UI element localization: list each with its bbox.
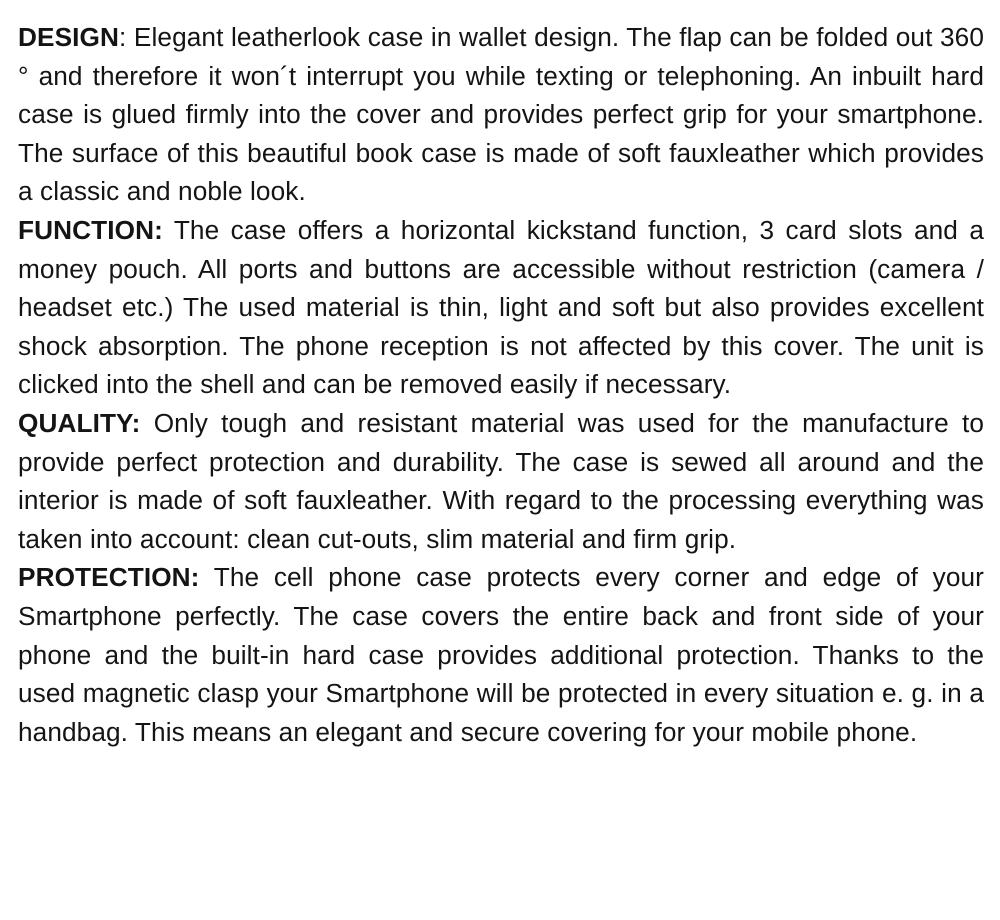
section-label: DESIGN bbox=[18, 22, 120, 52]
section-function bbox=[18, 211, 984, 404]
label-separator bbox=[200, 562, 214, 592]
section-label: PROTECTION: bbox=[18, 562, 200, 593]
label-separator: : bbox=[119, 22, 134, 52]
section-text: The case offers a horizontal kickstand function, 3 card slots and a money pouch. All ports and buttons are accessible without restriction (camera / headset etc.) The used material is thin, light and soft but also provides excellent shock absorption. The phone reception is not affected by this cover. The unit is clicked into the shell and can be removed easily if necessary. bbox=[18, 214, 985, 400]
section-quality bbox=[18, 404, 984, 558]
section-text: Only tough and resistant material was used for the manufacture to provide perfect protection and durability. The case is sewed all around and the interior is made of soft fauxleather. With regard to the processing everything was taken into account: clean cut-outs, slim material and firm grip. bbox=[18, 407, 984, 554]
label-separator bbox=[141, 408, 154, 438]
section-text: The cell phone case protects every corner and edge of your Smartphone perfectly. The case covers the entire back and front side of your phone and the built-in hard case provides additional protection. Thanks to the used magnetic clasp your Smartphone will be protected in every situation e. g. in a handbag. This means an elegant and secure covering for your mobile phone. bbox=[18, 562, 985, 747]
label-separator bbox=[163, 215, 174, 245]
section-label: FUNCTION: bbox=[18, 214, 163, 245]
section-label: QUALITY: bbox=[18, 407, 141, 438]
product-description bbox=[18, 18, 984, 751]
section-text: Elegant leatherlook case in wallet design. The flap can be folded out 360 ° and therefore it won´t interrupt you while texting or telephoning. An inbuilt hard case is glued firmly into the cover and provides perfect grip for your smartphone. The surface of this beautiful book case is made of soft fauxleather which provides a classic and noble look. bbox=[18, 22, 984, 207]
section-design bbox=[18, 18, 984, 211]
section-protection bbox=[18, 558, 984, 751]
